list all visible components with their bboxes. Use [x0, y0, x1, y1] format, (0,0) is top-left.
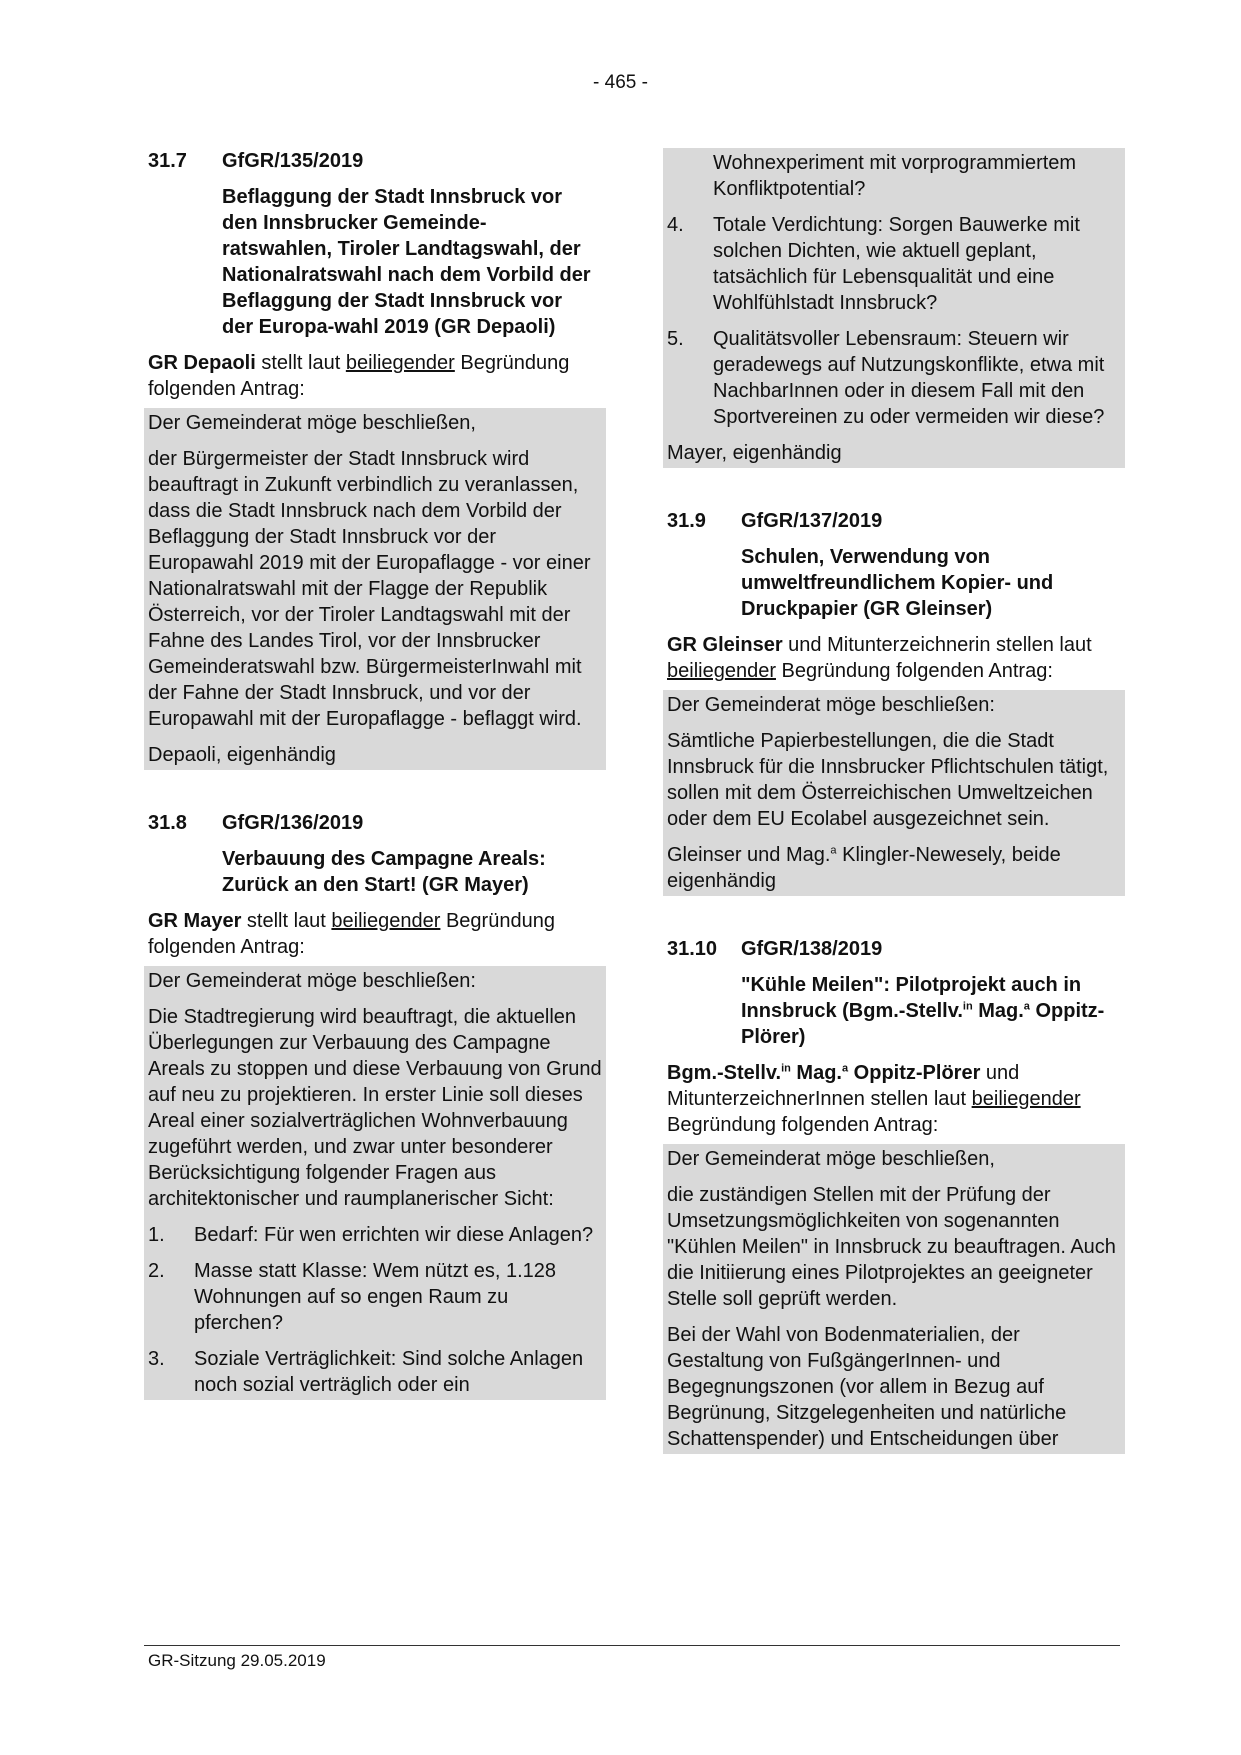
motion-box-continued	[663, 148, 1125, 468]
intro-text: und Mitunterzeichnerin stellen laut	[782, 634, 1092, 656]
item-intro	[148, 908, 602, 960]
intro-text: stellt laut	[255, 352, 346, 374]
page-number: - 465 -	[593, 72, 648, 93]
title-part: "Kühle Meilen": Pilotprojekt auch in Innsbruck (Bgm.-Stellv.	[741, 974, 1082, 1022]
item-number: 31.10	[667, 938, 718, 960]
item-intro	[148, 350, 602, 402]
intro-text-end: Begründung folgenden Antrag:	[775, 660, 1053, 682]
right-column	[667, 148, 1121, 1454]
motion-lead: Der Gemeinderat möge beschließen:	[148, 970, 476, 992]
footer-divider	[144, 1645, 1120, 1646]
signature-text: Gleinser und Mag.	[667, 844, 831, 866]
item-number: 31.9	[667, 510, 706, 532]
list-number: 2.	[148, 1260, 165, 1282]
item-title	[741, 972, 1121, 1050]
name-part: Oppitz-Plörer	[848, 1062, 981, 1084]
left-column	[148, 148, 602, 1400]
motion-box	[144, 966, 606, 1400]
list-item	[148, 1222, 602, 1248]
intro-text-end: Begründung folgenden Antrag:	[148, 910, 555, 958]
item-code: GfGR/137/2019	[741, 510, 883, 532]
councillor-name: GR Mayer	[148, 910, 242, 932]
motion-lead: Der Gemeinderat möge beschließen:	[667, 694, 995, 716]
item-title: Schulen, Verwendung von umweltfreundlichem Kopier- und Druckpapier (GR Gleinser)	[741, 546, 1054, 620]
item-code: GfGR/138/2019	[741, 938, 883, 960]
list-item	[667, 326, 1121, 430]
beiliegender-link[interactable]: beiliegender	[667, 660, 776, 682]
motion-text: der Bürgermeister der Stadt Innsbruck wird beauftragt in Zukunft verbindlich zu veranlassen, dass die Stadt Innsbruck nach dem Vorbild der Beflaggung der Stadt Innsbruck vor der Europawahl 2019 mit der Europaflagge - vor einer Nationalratswahl mit der Flagge der Republik Österreich, vor der Tiroler Landtagswahl mit der Fahne des Landes Tirol, vor der Innsbrucker Gemeinderatswahl bzw. BürgermeisterInwahl mit der Fahne der Stadt Innsbruck, und vor der Europawahl mit der Europaflagge - beflaggt wird.	[148, 448, 591, 730]
title-part: Mag.	[972, 1000, 1024, 1022]
item-header-31-8	[148, 810, 602, 836]
item-code: GfGR/135/2019	[222, 150, 364, 172]
councillor-name: GR Depaoli	[148, 352, 256, 374]
list-number: 1.	[148, 1224, 165, 1246]
item-header-31-9	[667, 508, 1121, 534]
superscript: a	[830, 844, 837, 857]
superscript: a	[842, 1062, 849, 1075]
list-text: Soziale Verträglichkeit: Sind solche Anlagen noch sozial verträglich oder ein	[194, 1348, 584, 1396]
list-item	[148, 1258, 602, 1336]
list-text: Wohnexperiment mit vorprogrammiertem Konfliktpotential?	[713, 152, 1077, 200]
intro-text-end: Begründung folgenden Antrag:	[148, 352, 570, 400]
name-part: Bgm.-Stellv.	[667, 1062, 782, 1084]
list-number: 5.	[667, 328, 684, 350]
motion-text: Sämtliche Papierbestellungen, die die Stadt Innsbruck für die Innsbrucker Pflichtschulen tätigt, sollen mit dem Österreichischen Umweltzeichen oder dem EU Ecolabel ausgezeichnet sein.	[667, 730, 1109, 830]
councillor-name	[667, 1062, 980, 1084]
list-number: 3.	[148, 1348, 165, 1370]
title-part: Oppitz-Plörer)	[741, 1000, 1105, 1048]
item-header-31-10	[667, 936, 1121, 962]
motion-box	[663, 690, 1125, 896]
signature: Mayer, eigenhändig	[667, 442, 842, 464]
motion-lead: Der Gemeinderat möge beschließen,	[667, 1148, 995, 1170]
motion-text: Die Stadtregierung wird beauftragt, die aktuellen Überlegungen zur Verbauung des Campagne Areals zu stoppen und diese Verbauung von Grund auf neu zu projektieren. In erster Linie soll dieses Areal einer sozialverträglichen Wohnverbauung zugeführt werden, und zwar unter besonderer Berücksichtigung folgender Fragen aus architektonischer und raumplanerischer Sicht:	[148, 1006, 602, 1210]
list-text: Totale Verdichtung: Sorgen Bauwerke mit solchen Dichten, wie aktuell geplant, tatsächlich für Lebensqualität und eine Wohlfühlstadt Innsbruck?	[713, 214, 1080, 314]
beiliegender-link[interactable]: beiliegender	[971, 1088, 1081, 1110]
motion-box	[663, 1144, 1125, 1454]
intro-text-end: Begründung folgenden Antrag:	[667, 1114, 939, 1136]
item-title: Beflaggung der Stadt Innsbruck vor den Innsbrucker Gemeinde-ratswahlen, Tiroler Landtagswahl, der Nationalratswahl nach dem Vorbild der Beflaggung der Stadt Innsbruck vor der Europa-wahl 2019 (GR Depaoli)	[222, 186, 591, 338]
footer-text: GR-Sitzung 29.05.2019	[148, 1651, 326, 1670]
item-intro	[667, 1060, 1121, 1138]
item-number: 31.8	[148, 812, 187, 834]
list-text: Masse statt Klasse: Wem nützt es, 1.128 Wohnungen auf so engen Raum zu pferchen?	[194, 1260, 557, 1334]
intro-text: stellt laut	[241, 910, 332, 932]
list-item	[667, 212, 1121, 316]
signature	[667, 842, 1121, 894]
list-item	[148, 1346, 602, 1398]
motion-lead: Der Gemeinderat möge beschließen,	[148, 412, 476, 434]
item-intro	[667, 632, 1121, 684]
item-number: 31.7	[148, 150, 187, 172]
beiliegender-link[interactable]: beiliegender	[345, 352, 455, 374]
motion-text: die zuständigen Stellen mit der Prüfung der Umsetzungsmöglichkeiten von sogenannten "Kühlen Meilen" in Innsbruck zu beauftragen. Auch die Initiierung eines Pilotprojektes an geeigneter Stelle soll geprüft werden.	[667, 1184, 1116, 1310]
item-title: Verbauung des Campagne Areals: Zurück an den Start! (GR Mayer)	[222, 848, 546, 896]
motion-box	[144, 408, 606, 770]
councillor-name: GR Gleinser	[667, 634, 783, 656]
signature-text-end: Klingler-Newesely, beide eigenhändig	[667, 844, 1061, 892]
superscript: in	[962, 1000, 973, 1013]
intro-text: und MitunterzeichnerInnen stellen laut	[667, 1062, 1020, 1110]
signature: Depaoli, eigenhändig	[148, 744, 336, 766]
name-part: Mag.	[790, 1062, 842, 1084]
list-number: 4.	[667, 214, 684, 236]
item-code: GfGR/136/2019	[222, 812, 364, 834]
list-text: Bedarf: Für wen errichten wir diese Anlagen?	[194, 1224, 594, 1246]
beiliegender-link[interactable]: beiliegender	[331, 910, 441, 932]
list-item-continued	[667, 150, 1121, 202]
item-header-31-7	[148, 148, 602, 174]
list-text: Qualitätsvoller Lebensraum: Steuern wir geradewegs auf Nutzungskonflikte, etwa mit NachbarInnen oder in diesem Fall mit den Sportvereinen zu oder vermeiden wir diese?	[713, 328, 1105, 428]
superscript: in	[781, 1062, 791, 1075]
superscript: a	[1023, 1000, 1030, 1013]
motion-text-2: Bei der Wahl von Bodenmaterialien, der Gestaltung von FußgängerInnen- und Begegnungszonen (vor allem in Bezug auf Begrünung, Sitzgelegenheiten und natürliche Schattenspender) und Entscheidungen über	[667, 1324, 1067, 1450]
